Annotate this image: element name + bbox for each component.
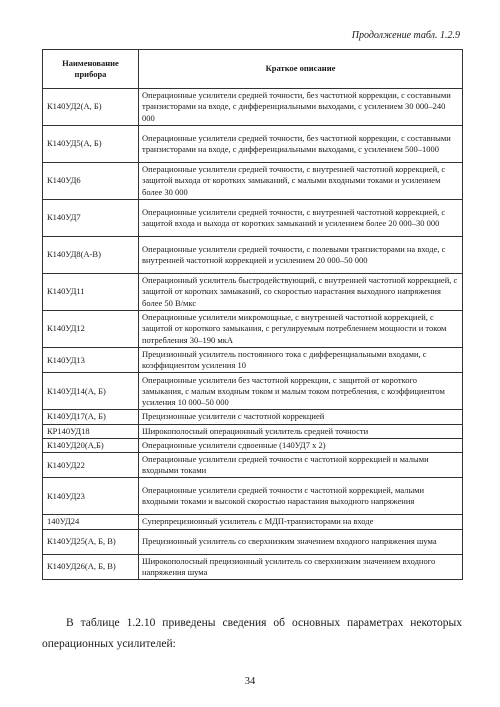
device-name-cell: К140УД6 [43,163,139,200]
device-name-cell: К140УД12 [43,311,139,348]
device-description-cell: Операционные усилители средней точности, без частотной коррекции, с составными транзисторами на входе, с дифференциальными выходами, с усилением 500–1000 [139,126,463,163]
device-description-cell: Операционные усилители микромощные, с внутренней частотной коррекцией, с защитой от короткого замыкания, с регулируемым потреблением мощности и током потребления 30–190 мкА [139,311,463,348]
device-description-cell: Широкополосный прецизионный усилитель со сверхнизким значением входного напряжения шума [139,554,463,579]
table-row [43,424,463,438]
header-device-name: Наименование прибора [43,50,139,89]
device-description-cell: Операционные усилители средней точности, без частотной коррекции, с составными транзисторами на входе, с дифференциальными выходами, с усилением 30 000–240 000 [139,89,463,126]
device-description-cell: Операционный усилитель быстродействующий, с внутренней частотной коррекцией, с защитой от коротких замыканий, со скоростью нарастания выходного напряжения более 50 В/мкс [139,274,463,311]
table-row [43,200,463,237]
header-description: Краткое описание [139,50,463,89]
table-header-row [43,50,463,89]
device-name-cell: К140УД5(А, Б) [43,126,139,163]
device-table-container [42,49,462,580]
device-description-cell: Операционные усилители без частотной коррекции, с защитой от короткого замыкания, с малым входным током и малым током потребления, с коэффициентом усиления 10 000–50 000 [139,373,463,410]
table-row [43,438,463,452]
device-name-cell: К140УД11 [43,274,139,311]
device-name-cell: К140УД2(А, Б) [43,89,139,126]
table-continuation-caption: Продолжение табл. 1.2.9 [351,30,460,41]
device-description-cell: Операционные усилители средней точности, с внутренней частотной коррекцией, с защитой входа и выхода от коротких замыканий и усилением более 20 000–30 000 [139,200,463,237]
table-row [43,529,463,554]
device-name-cell: К140УД13 [43,348,139,373]
table-row [43,515,463,529]
table-row [43,89,463,126]
device-description-cell: Суперпрецизионный усилитель с МДП-транзисторами на входе [139,515,463,529]
device-description-cell: Операционные усилители средней точности с частотной коррекцией, малыми входными токами и высокой скоростью нарастания выходного напряжения [139,478,463,515]
table-row [43,453,463,478]
device-description-cell: Прецизионные усилители с частотной коррекцией [139,410,463,424]
device-name-cell: К140УД14(А, Б) [43,373,139,410]
table-row [43,373,463,410]
table-row [43,311,463,348]
table-row [43,126,463,163]
device-name-cell: К140УД23 [43,478,139,515]
device-description-cell: Операционные усилители сдвоенные (140УД7 x 2) [139,438,463,452]
device-name-cell: К140УД25(А, Б, В) [43,529,139,554]
table-row [43,163,463,200]
device-name-cell: КР140УД18 [43,424,139,438]
device-description-cell: Операционные усилители средней точности, с внутренней частотной коррекцией, с защитой выхода от коротких замыканий, с малыми входными токами и усилением более 30 000 [139,163,463,200]
device-name-cell: 140УД24 [43,515,139,529]
device-table [42,49,463,580]
page-number: 34 [244,676,256,687]
device-name-cell: К140УД17(А, Б) [43,410,139,424]
device-name-cell: К140УД8(А-В) [43,237,139,274]
table-row [43,478,463,515]
device-description-cell: Широкополосный операционный усилитель средней точности [139,424,463,438]
device-description-cell: Операционные усилители средней точности, с полевыми транзисторами на входе, с внутренней частотной коррекцией и усилением 20 000–50 000 [139,237,463,274]
device-name-cell: К140УД26(А, Б, В) [43,554,139,579]
table-row [43,410,463,424]
device-description-cell: Операционные усилители средней точности с частотной коррекцией и малыми входными токами [139,453,463,478]
table-row [43,348,463,373]
body-paragraph: В таблице 1.2.10 приведены сведения об основных параметрах некоторых операционных усилителей: [42,616,462,650]
device-name-cell: К140УД22 [43,453,139,478]
device-name-cell: К140УД20(А,Б) [43,438,139,452]
device-description-cell: Прецизионный усилитель постоянного тока с дифференциальными входами, с коэффициентом усиления 10 [139,348,463,373]
device-name-cell: К140УД7 [43,200,139,237]
table-row [43,274,463,311]
table-row [43,237,463,274]
table-row [43,554,463,579]
device-description-cell: Прецизионный усилитель со сверхнизким значением входного напряжения шума [139,529,463,554]
